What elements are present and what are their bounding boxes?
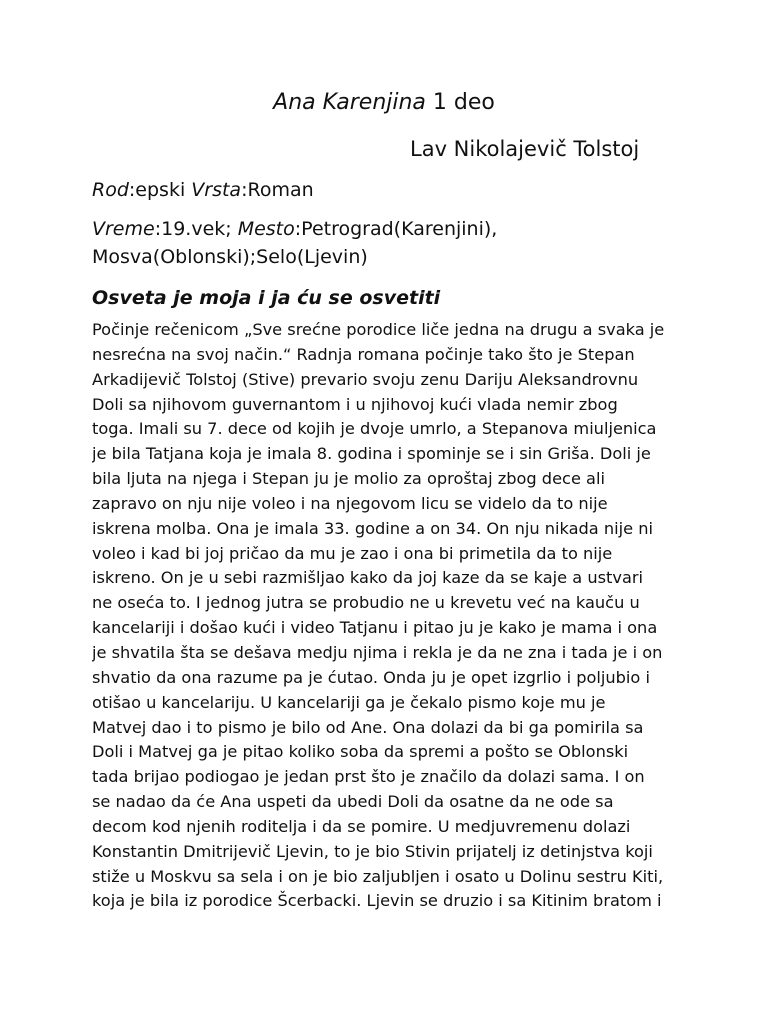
body-line: iskreno. On je u sebi razmišljao kako da joj kaze da se kaje a ustvari (92, 568, 644, 588)
body-line: otišao u kancelariju. U kancelariji ga je čekalo pismo koje mu je (92, 692, 606, 712)
title-part: 1 deo (425, 90, 495, 115)
meta-rod-vrsta (92, 177, 314, 204)
vrsta-value: :Roman (241, 179, 314, 201)
meta-mesto-continued: Mosva(Oblonski);Selo(Ljevin) (92, 246, 368, 268)
mesto-label: Mesto (237, 218, 295, 240)
body-line: tada brijao podiogao je jedan prst što je značilo da dolazi sama. I on (92, 767, 645, 787)
body-line: koja je bila iz porodice Šcerbacki. Ljevin se druzio i sa Kitinim bratom i (92, 891, 662, 911)
body-line: decom kod njenih roditelja i da se pomire. U medjuvremenu dolazi (92, 816, 631, 836)
body-line: zapravo on nju nije voleo i na njegovom licu se videlo da to nije (92, 493, 608, 513)
rod-value: :epski (128, 179, 192, 201)
author-name: Lav Nikolajevič Tolstoj (410, 137, 640, 161)
meta-vreme-mesto (92, 216, 497, 243)
body-line: toga. Imali su 7. dece od kojih je dvoje umrlo, a Stepanova miuljenica (92, 419, 657, 439)
body-line: Arkadijevič Tolstoj (Stive) prevario svoju zenu Dariju Aleksandrovnu (92, 369, 639, 389)
body-line: Matvej dao i to pismo je bilo od Ane. Ona dolazi da bi ga pomirila sa (92, 717, 644, 737)
body-line: shvatio da ona razume pa je ćutao. Onda ju je opet izgrlio i poljubio i (92, 667, 650, 687)
mesto-value: :Petrograd(Karenjini), (294, 218, 498, 240)
section-heading: Osveta je moja i ja ću se osvetiti (92, 287, 441, 309)
body-line: iskrena molba. Ona je imala 33. godine a on 34. On nju nikada nije ni (92, 518, 653, 538)
body-line: je bila Tatjana koja je imala 8. godina i spominje se i sin Griša. Doli je (92, 444, 651, 464)
body-line: je shvatila šta se dešava medju njima i rekla je da ne zna i tada je i on (92, 642, 663, 662)
title-book-name: Ana Karenjina (273, 90, 426, 115)
body-line: ne oseća to. I jednog jutra se probudio ne u krevetu već na kauču u (92, 593, 640, 613)
body-line: bila ljuta na njega i Stepan ju je molio za oproštaj zbog dece ali (92, 469, 605, 489)
body-line: stiže u Moskvu sa sela i on je bio zaljubljen i osato u Dolinu sestru Kiti, (92, 866, 664, 886)
body-line: Konstantin Dmitrijevič Ljevin, to je bio Stivin prijatelj iz detinjstva koji (92, 841, 653, 861)
body-line: Doli sa njihovom guvernantom i u njihovoj kući vlada nemir zbog (92, 394, 618, 414)
rod-label: Rod (92, 179, 129, 201)
body-line: se nadao da će Ana uspeti da ubedi Doli da osatne da ne ode sa (92, 792, 614, 812)
vreme-value: :19.vek; (154, 218, 238, 240)
body-paragraph (92, 318, 682, 914)
document-title (0, 88, 768, 118)
body-line: Doli i Matvej ga je pitao koliko soba da spremi a pošto se Oblonski (92, 742, 629, 762)
vrsta-label: Vrsta (191, 179, 242, 201)
body-line: kancelariji i došao kući i video Tatjanu i pitao ju je kako je mama i ona (92, 618, 658, 638)
body-line: nesrećna na svoj način.“ Radnja romana počinje tako što je Stepan (92, 344, 635, 364)
body-line: Počinje rečenicom „Sve srećne porodice liče jedna na drugu a svaka je (92, 320, 665, 339)
vreme-label: Vreme (92, 218, 155, 240)
body-line: voleo i kad bi joj pričao da mu je zao i ona bi primetila da to nije (92, 543, 613, 563)
